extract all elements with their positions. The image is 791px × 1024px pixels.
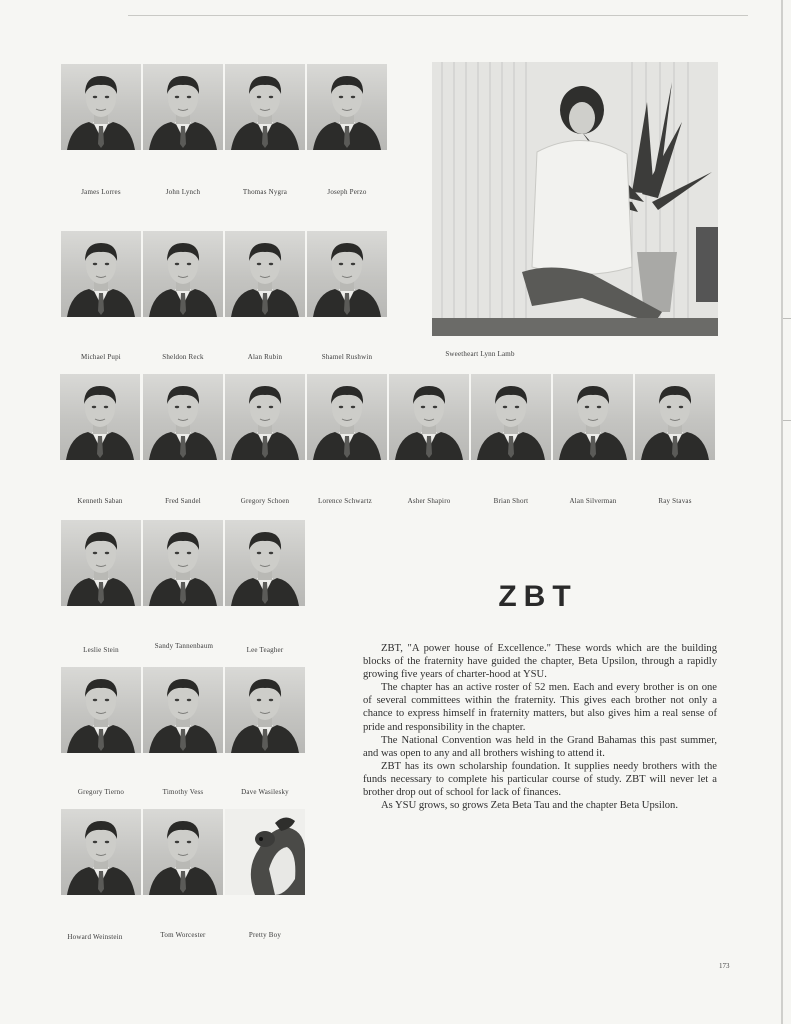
member-portrait	[143, 231, 223, 317]
portrait-image	[225, 374, 305, 460]
dog-photo	[225, 809, 305, 895]
portrait-image	[635, 374, 715, 460]
sweetheart-photo	[432, 62, 718, 336]
edge-mark	[783, 420, 791, 421]
member-caption: Lee Teagher	[246, 646, 284, 654]
member-portrait	[307, 64, 387, 150]
member-caption: Ray Stavas	[658, 497, 692, 505]
portrait-image	[225, 520, 305, 606]
dog-image	[225, 809, 305, 895]
portrait-image	[143, 667, 223, 753]
member-portrait	[307, 374, 387, 460]
member-portrait	[143, 667, 223, 753]
member-caption: Sheldon Reck	[162, 353, 204, 361]
edge-mark	[783, 318, 791, 319]
portrait-image	[225, 231, 305, 317]
member-portrait	[143, 64, 223, 150]
member-portrait	[61, 667, 141, 753]
article-paragraph: ZBT has its own scholarship foundation. It supplies needy brothers with the funds necessary to complete his particular course of study. ZBT will never let a brother drop out of school for lack of finances.	[363, 760, 717, 799]
member-caption: Tom Worcester	[160, 931, 206, 939]
portrait-image	[143, 231, 223, 317]
article-paragraph: The National Convention was held in the Grand Bahamas this past summer, and was open to any and all brothers wishing to attend it.	[363, 734, 717, 759]
portrait-image	[225, 64, 305, 150]
member-portrait	[61, 64, 141, 150]
portrait-image	[307, 374, 387, 460]
member-portrait	[225, 374, 305, 460]
portrait-image	[61, 520, 141, 606]
member-portrait	[143, 374, 223, 460]
page-title: ZBT	[498, 580, 578, 613]
member-caption: Asher Shapiro	[407, 497, 451, 505]
member-portrait	[61, 231, 141, 317]
member-caption: Michael Pupi	[81, 353, 121, 361]
member-caption: John Lynch	[165, 188, 201, 196]
member-portrait	[225, 667, 305, 753]
member-portrait	[225, 64, 305, 150]
portrait-image	[225, 667, 305, 753]
member-portrait	[143, 809, 223, 895]
member-portrait	[61, 520, 141, 606]
member-caption: Leslie Stein	[83, 646, 119, 654]
top-rule	[128, 15, 748, 16]
portrait-image	[307, 231, 387, 317]
member-caption: Shamel Rushwin	[321, 353, 373, 361]
member-portrait	[143, 520, 223, 606]
member-portrait	[471, 374, 551, 460]
portrait-image	[389, 374, 469, 460]
member-caption: Kenneth Saban	[77, 497, 123, 505]
portrait-image	[471, 374, 551, 460]
member-caption: Alan Rubin	[247, 353, 283, 361]
portrait-image	[61, 64, 141, 150]
member-caption: Lorence Schwartz	[318, 497, 372, 505]
page-number: 173	[719, 962, 730, 970]
member-portrait	[635, 374, 715, 460]
member-portrait	[389, 374, 469, 460]
member-caption: Alan Silverman	[569, 497, 617, 505]
member-caption: Pretty Boy	[248, 931, 282, 939]
member-caption: Dave Wasilesky	[241, 788, 289, 796]
portrait-image	[143, 520, 223, 606]
portrait-image	[553, 374, 633, 460]
member-portrait	[60, 374, 140, 460]
member-caption: Thomas Nygra	[242, 188, 288, 196]
portrait-image	[61, 809, 141, 895]
member-portrait	[61, 809, 141, 895]
portrait-image	[143, 64, 223, 150]
portrait-image	[143, 374, 223, 460]
page-edge	[781, 0, 783, 1024]
member-portrait	[553, 374, 633, 460]
article-paragraph: As YSU grows, so grows Zeta Beta Tau and the chapter Beta Upsilon.	[381, 800, 679, 812]
article-body	[363, 642, 717, 812]
portrait-image	[61, 231, 141, 317]
member-caption: James Lorres	[81, 188, 121, 196]
article-paragraph: The chapter has an active roster of 52 men. Each and every brother is on one of several committees within the fraternity. This gives each brother not only a chance to express himself in fraternity matters, but also gives him a real sense of pride and responsibility in the chapter.	[363, 682, 717, 733]
member-caption: Gregory Tierno	[77, 788, 125, 796]
portrait-image	[60, 374, 140, 460]
member-caption: Timothy Vess	[162, 788, 204, 796]
member-caption: Howard Weinstein	[67, 933, 123, 941]
member-caption: Fred Sandel	[165, 497, 201, 505]
member-caption: Sandy Tannenbaum	[154, 642, 214, 650]
member-portrait	[225, 520, 305, 606]
member-caption: Joseph Perzo	[327, 188, 367, 196]
portrait-image	[61, 667, 141, 753]
member-portrait	[307, 231, 387, 317]
portrait-image	[143, 809, 223, 895]
sweetheart-caption: Sweetheart Lynn Lamb	[445, 350, 515, 358]
member-portrait	[225, 231, 305, 317]
portrait-image	[307, 64, 387, 150]
article-paragraph: ZBT, "A power house of Excellence." These words which are the building blocks of the fraternity have guided the chapter, Beta Upsilon, through a rapidly growing five years of charter-hood at YSU.	[363, 643, 717, 681]
member-caption: Gregory Schoen	[240, 497, 290, 505]
member-caption: Brian Short	[493, 497, 529, 505]
